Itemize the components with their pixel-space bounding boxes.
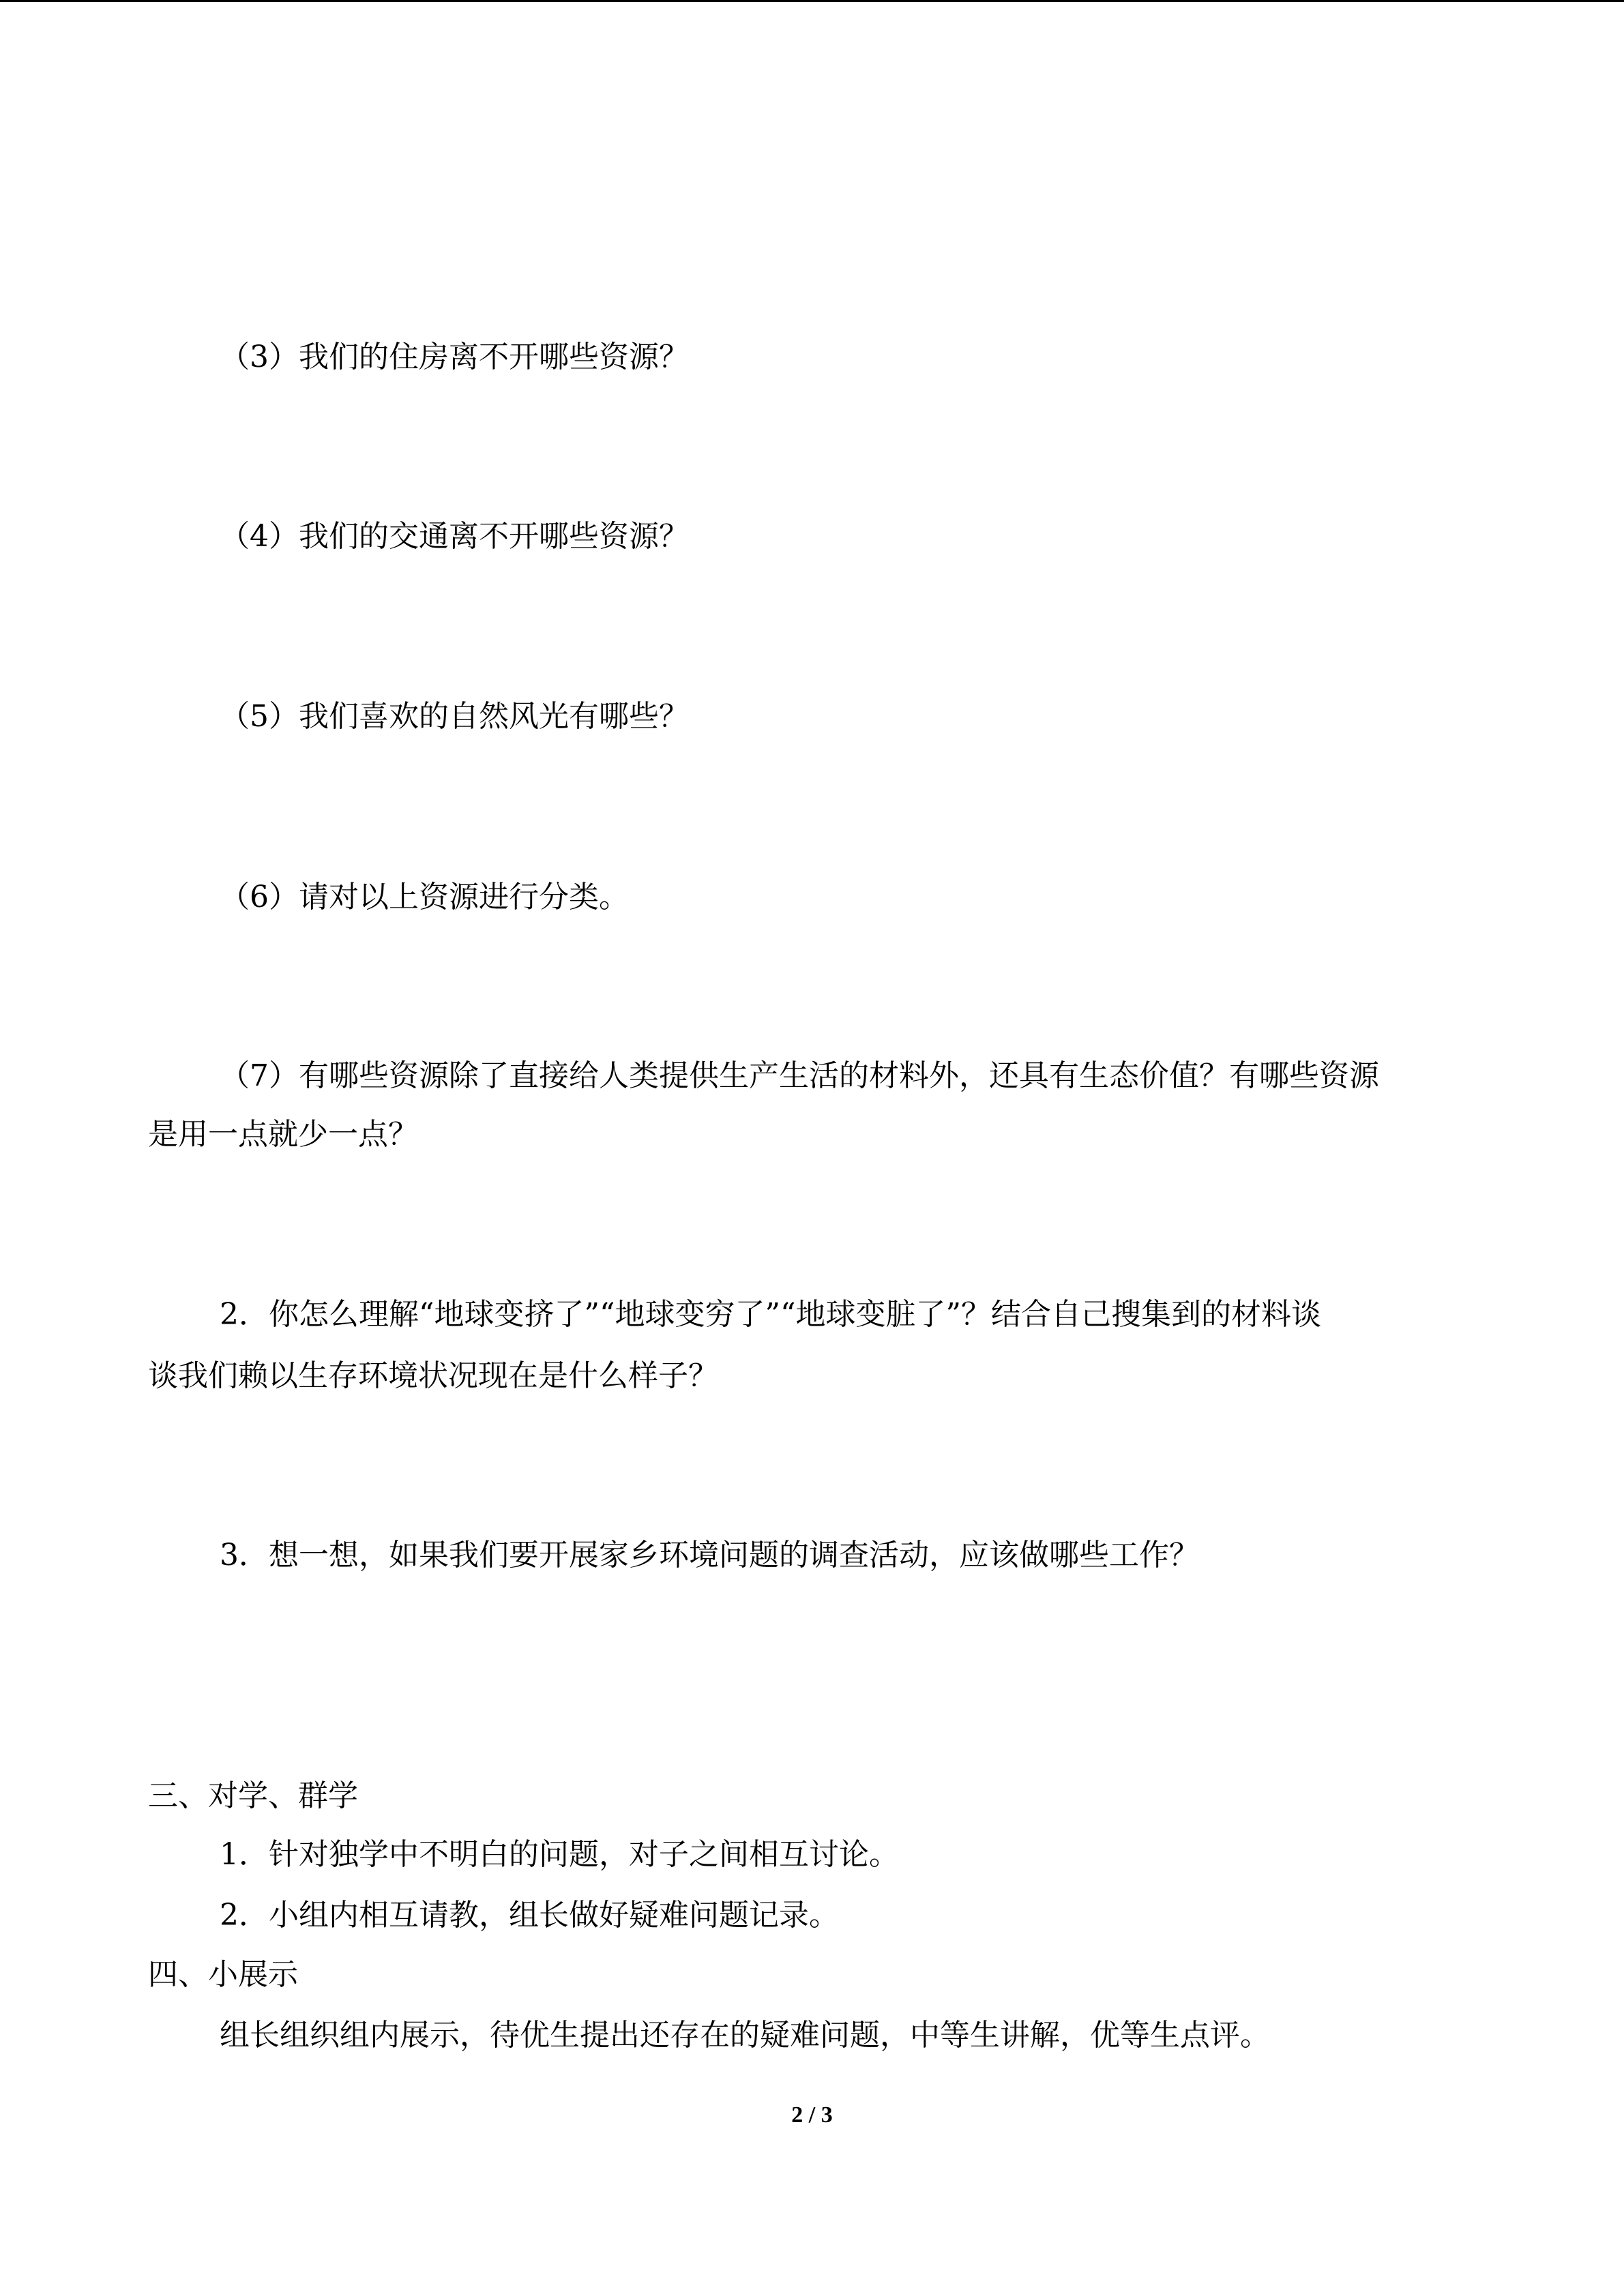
question-6: （6）请对以上资源进行分类。 — [220, 880, 629, 914]
item-2-line-1: 2．你怎么理解“地球变挤了”“地球变穷了”“地球变脏了”？结合自己搜集到的材料谈 — [220, 1297, 1321, 1332]
section-4-body: 组长组织组内展示，待优生提出还存在的疑难问题，中等生讲解，优等生点评。 — [220, 2018, 1270, 2053]
section-3-item-2: 2．小组内相互请教，组长做好疑难问题记录。 — [220, 1898, 839, 1933]
question-5: （5）我们喜欢的自然风光有哪些？ — [220, 699, 689, 734]
item-3: 3．想一想，如果我们要开展家乡环境问题的调查活动，应该做哪些工作？ — [220, 1538, 1199, 1572]
page-number: 2 / 3 — [791, 2102, 833, 2128]
question-4: （4）我们的交通离不开哪些资源？ — [220, 519, 689, 554]
top-border — [0, 0, 1624, 2]
item-2-line-2: 谈我们赖以生存环境状况现在是什么样子？ — [148, 1358, 718, 1393]
question-3: （3）我们的住房离不开哪些资源？ — [220, 340, 689, 374]
section-3-heading: 三、对学、群学 — [148, 1778, 358, 1813]
question-7-line-2: 是用一点就少一点？ — [148, 1117, 418, 1152]
section-4-heading: 四、小展示 — [148, 1957, 298, 1992]
question-7-line-1: （7）有哪些资源除了直接给人类提供生产生活的材料外，还具有生态价值？有哪些资源 — [220, 1058, 1379, 1093]
section-3-item-1: 1．针对独学中不明白的问题，对子之间相互讨论。 — [220, 1837, 899, 1872]
